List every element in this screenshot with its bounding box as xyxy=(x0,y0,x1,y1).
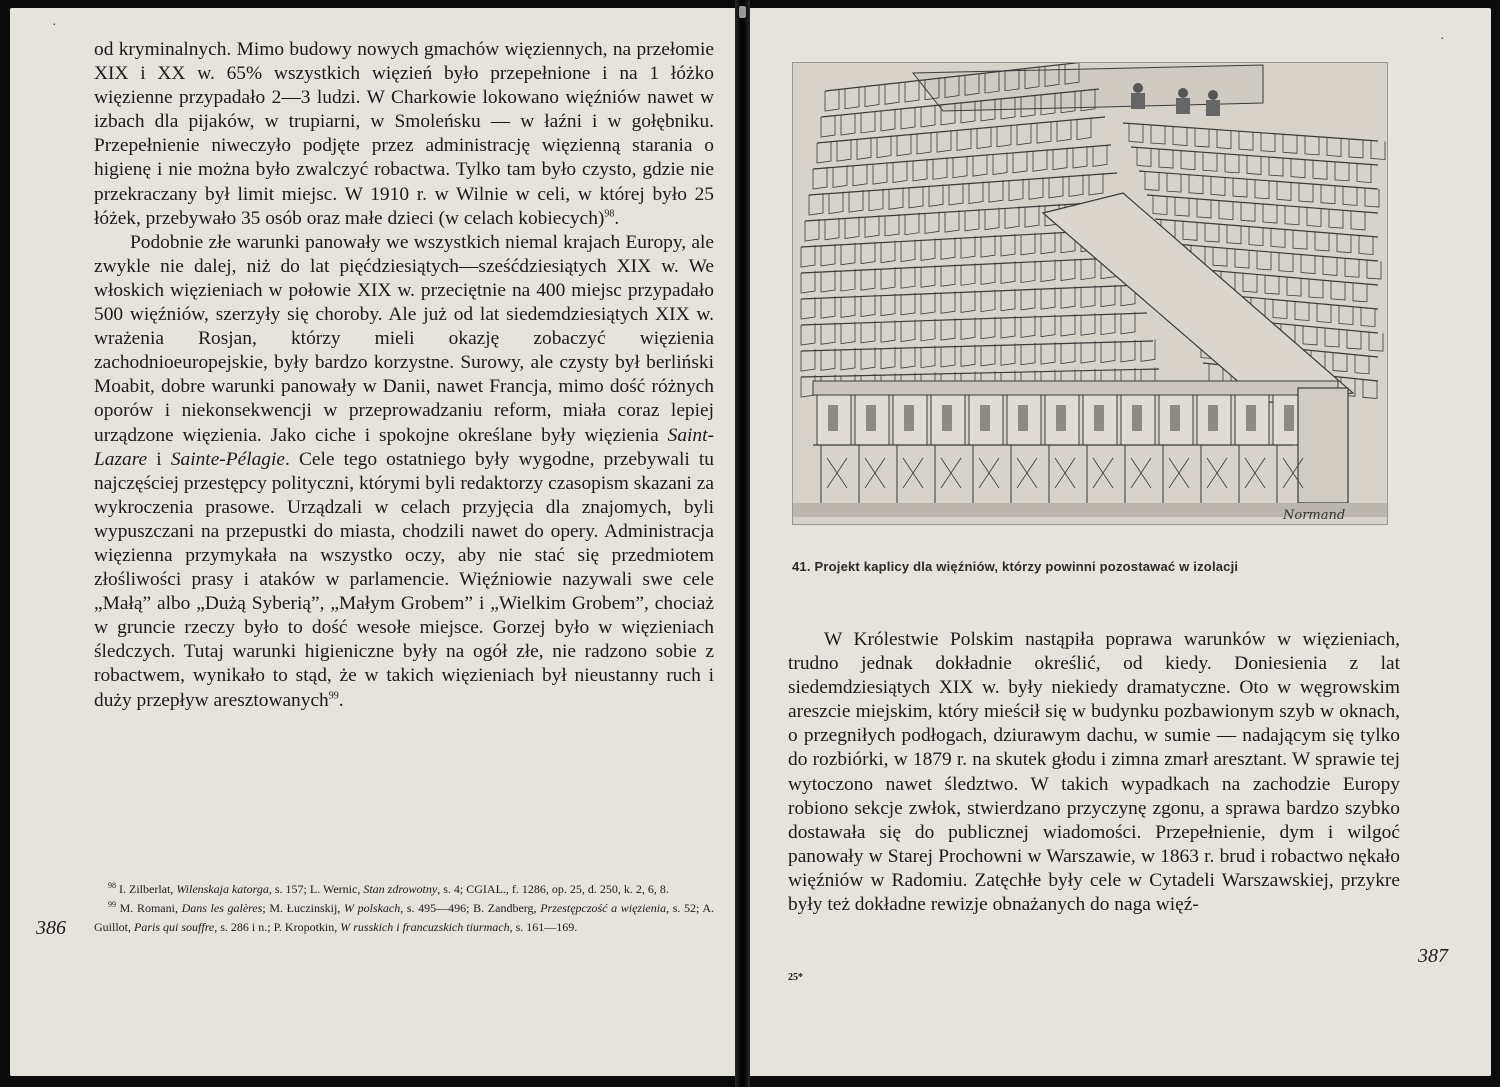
page-speck: · xyxy=(52,18,57,33)
prisoner-figure xyxy=(1018,405,1028,431)
binding-mark xyxy=(739,6,746,18)
left-body-text xyxy=(94,38,714,713)
chapel-drawing xyxy=(793,63,1387,524)
footnote-text: , s. 495—496; B. Zandberg, xyxy=(400,901,541,915)
footnote-title: Wilenskaja katorga xyxy=(176,882,269,896)
prisoner-figure xyxy=(942,405,952,431)
warden-figure-head xyxy=(1133,83,1143,93)
warden-figure-head xyxy=(1178,88,1188,98)
paragraph: W Królestwie Polskim nastąpiła poprawa warunków w więzieniach, trudno jednak dokładnie określić, od kiedy. Doniesienia z lat siedemdziesiątych XIX w. były niekiedy dramatyczne. Oto w węgrowskim areszcie miejskim, który mieścił się w budynku pozbawionym szyb w oknach, o przegniłych podłogach, dziurawym dachu, w sumie — nadającym się tylko do rozbiórki, w 1879 r. na skutek głodu i zimna zmarł aresztant. W sprawie tej wytoczono nawet śledztwo. W takich wypadkach na zachodzie Europy robiono sekcje zwłok, stwierdzano przyczynę zgonu, a sprawa bardzo szybko dostawała się do publicznej wiadomości. Przepełnienie, dym i wilgoć panowały w Starej Prochowni w Warszawie, w 1863 r. brud i robactwo nękało więźniów w Radomiu. Zatęchłe były cele w Cytadeli Warszawskiej, przykre były też dokładne rewizje obnażanych do naga więź- xyxy=(788,629,1400,916)
page-number-right: 387 xyxy=(1418,945,1448,967)
prisoner-figure xyxy=(1208,405,1218,431)
paragraph-tail: . xyxy=(614,207,620,229)
italic-name: Saint-Lazare xyxy=(94,424,714,470)
book-gutter xyxy=(735,0,750,1087)
paragraph xyxy=(94,231,714,713)
footnote-ref: 98 xyxy=(604,208,615,220)
prisoner-figure xyxy=(1246,405,1256,431)
paragraph-text: i xyxy=(156,448,162,470)
paragraph-text: od kryminalnych. Mimo budowy nowych gmachów więziennych, na przełomie XIX i XX w. 65% wszystkich więzień było przepełnione i na 1 łóżko więzienne przypadało 2—3 ludzi. W Charkowie lokowano więźniów nawet w izbach dla pijaków, w trupiarni, w Smoleńsku — w łaźni i w gołębniku. Przepełnienie niweczyło podjęte przez administrację więzienną starania o higienę i nie można było zwalczyć robactwa. Tylko tam było czysto, gdzie nie przekraczany był limit miejsc. W 1910 r. w Wilnie w celi, w której było 25 łóżek, przebywało 35 osób oraz małe dzieci (w celach kobiecych) xyxy=(94,39,714,229)
page-speck: · xyxy=(1440,32,1445,47)
paragraph-text: Podobnie złe warunki panowały we wszystkich niemal krajach Europy, ale zwykle nie dalej, niż do lat pięćdziesiątych—sześćdziesiątych XIX w. We włoskich więzieniach w połowie XIX w. przeciętnie na 400 miejsc przypadało 500 więźniów, szerzyły się choroby. Ale już od lat siedemdziesiątych XIX w. wrażenia Rosjan, którzy mieli okazję zobaczyć więzienia zachodnioeuropejskie, były bardzo korzystne. Surowy, ale czysty był berliński Moabit, dobre warunki panowały w Danii, nawet Francja, mimo dość różnych oporów i niekonsekwencji w przeprowadzaniu reform, miała coraz lepiej urządzone więzienia. Jako ciche i spokojne określane były więzienia xyxy=(94,231,714,446)
footnote-number: 98 xyxy=(108,881,116,890)
prisoner-figure xyxy=(866,405,876,431)
prisoner-figure xyxy=(828,405,838,431)
footnote xyxy=(94,899,714,937)
figure-caption: 41. Projekt kaplicy dla więźniów, którzy powinni pozostawać w izolacji xyxy=(792,559,1239,574)
footnotes xyxy=(94,880,714,937)
lower-rail xyxy=(813,381,1338,395)
italic-name: Sainte-Pélagie xyxy=(170,448,285,470)
footnote-text: , s. 157; L. Wernic, xyxy=(268,882,364,896)
footnote-text: , s. 4; CGIAL., f. 1286, op. 25, d. 250, k. 2, 6, 8. xyxy=(437,882,669,896)
footnote-title: W polskach xyxy=(343,901,401,915)
footnote-text: I. Zilberlat, xyxy=(119,882,177,896)
footnote-title: Stan zdrowotny xyxy=(363,882,438,896)
chapel-door xyxy=(1298,388,1348,503)
prisoner-figure xyxy=(1056,405,1066,431)
warden-figure-head xyxy=(1208,90,1218,100)
footnote-text: ; M. Łuczinskij, xyxy=(262,901,344,915)
prisoner-figure xyxy=(1094,405,1104,431)
footnote-title: Paris qui souffre xyxy=(134,920,215,934)
footnote-ref: 99 xyxy=(328,690,339,702)
prisoner-figure xyxy=(980,405,990,431)
prisoner-figure xyxy=(1170,405,1180,431)
footnote-title: W russkich i francuzskich tiurmach xyxy=(340,920,510,934)
warden-figure-body xyxy=(1206,100,1220,116)
printer-signature-mark: 25* xyxy=(788,972,803,983)
prisoner-figure xyxy=(1284,405,1294,431)
footnote-text: , s. 286 i n.; P. Kropotkin, xyxy=(214,920,341,934)
footnote xyxy=(94,880,714,899)
page-number-left: 386 xyxy=(36,917,66,939)
chapel-engraving xyxy=(792,62,1388,525)
paragraph xyxy=(94,38,714,231)
prisoner-figure xyxy=(1132,405,1142,431)
paragraph-text: . Cele tego ostatniego były wygodne, przebywali tu najczęściej przestępcy polityczni, którymi byli redaktorzy czasopism skazani za wykroczenia prasowe. Urządzali w celach przyjęcia dla znajomych, byli wypuszczani na przepustki do miasta, chodzili nawet do opery. Administracja więzienna przymykała na wszystko oczy, aby nie stać się przedmiotem złośliwości prasy i ataków w parlamencie. Więźniowie nazywali swe cele „Małą” albo „Dużą Syberią”, „Małym Grobem” i „Wielkim Grobem”, chociaż w gruncie rzeczy było to dość wesołe miejsce. Gorzej było w więzieniach śledczych. Tutaj warunki higieniczne były na ogół złe, nie radzono sobie z robactwem, wynikało to stąd, że w takich więzieniach był nieustanny ruch i duży przepływ aresztowanych xyxy=(94,448,714,711)
paragraph-tail: . xyxy=(338,689,344,711)
warden-figure-body xyxy=(1131,93,1145,109)
artist-signature: Normand xyxy=(1283,508,1346,523)
footnote-text: M. Romani, xyxy=(119,901,182,915)
footnote-title: Przestępczość a więzienia xyxy=(540,901,667,915)
right-body-text xyxy=(788,628,1400,917)
footnote-title: Dans les galères xyxy=(181,901,263,915)
footnote-text: , s. 161—169. xyxy=(509,920,578,934)
footnote-number: 99 xyxy=(108,900,116,909)
footnote-text: , s. 52; A. Guillot, xyxy=(94,901,715,934)
warden-figure-body xyxy=(1176,98,1190,114)
prisoner-figure xyxy=(904,405,914,431)
